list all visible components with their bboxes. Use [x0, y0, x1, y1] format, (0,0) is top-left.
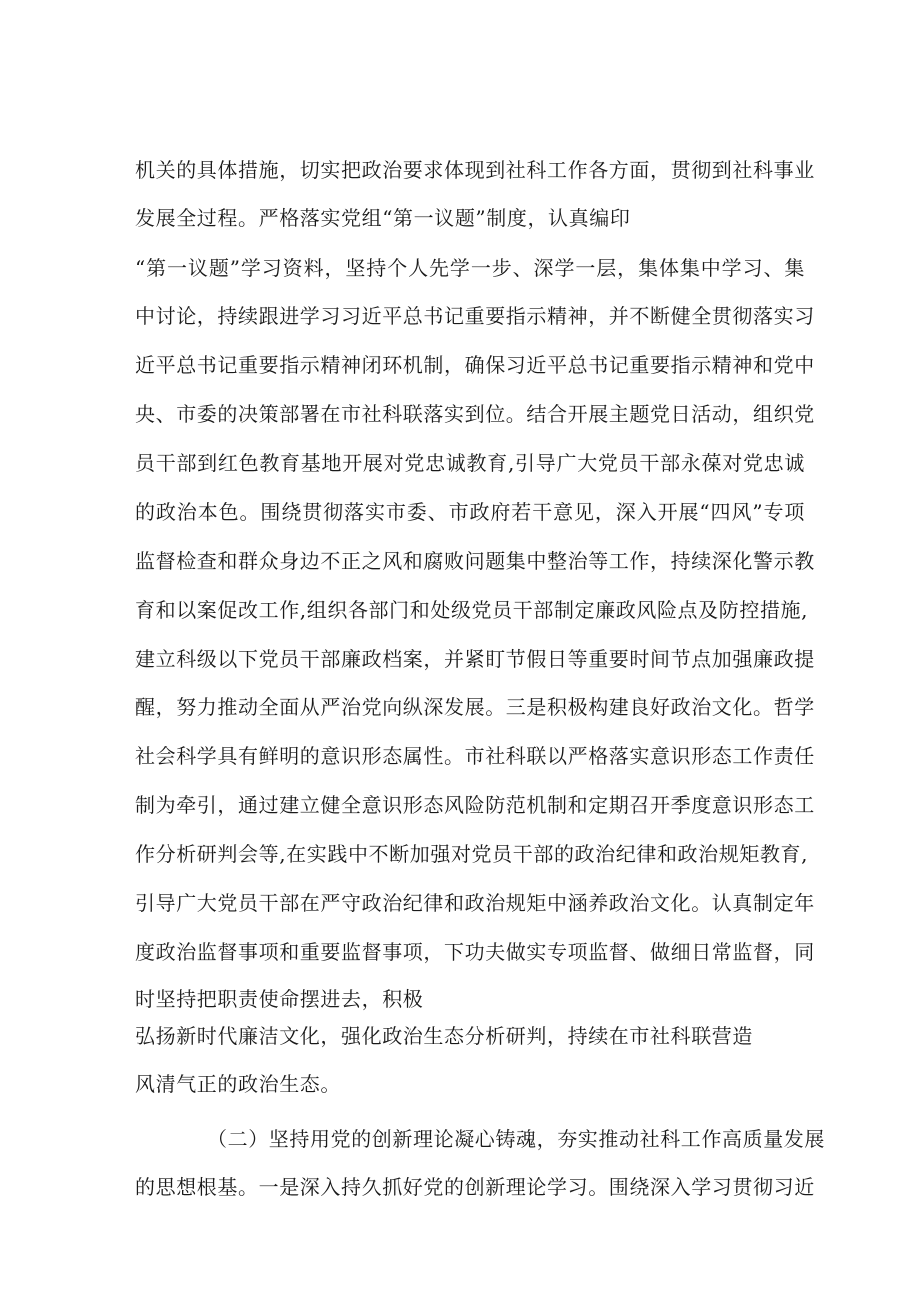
paragraph-line: 醒，努力推动全面从严治党向纵深发展。三是积极构建良好政治文化。哲学	[135, 695, 815, 719]
paragraph-line: 育和以案促改工作,组织各部门和处级党员干部制定廉政风险点及防控措施,	[135, 598, 809, 622]
paragraph-line: 引导广大党员干部在严守政治纪律和政治规矩中涵养政治文化。认真制定年	[135, 891, 815, 915]
paragraph-line: 社会科学具有鲜明的意识形态属性。市社科联以严格落实意识形态工作责任	[135, 744, 815, 768]
paragraph-line: 中讨论，持续跟进学习习近平总书记重要指示精神，并不断健全贯彻落实习	[135, 304, 815, 328]
paragraph-line: 制为牵引，通过建立健全意识形态风险防范机制和定期召开季度意识形态工	[135, 793, 815, 817]
paragraph-line: 员干部到红色教育基地开展对党忠诚教育,引导广大党员干部永葆对党忠诚	[135, 451, 805, 475]
section-heading-line: （二）坚持用党的创新理论凝心铸魂，夯实推动社科工作高质量发展	[207, 1127, 825, 1151]
paragraph-line: 监督检查和群众身边不正之风和腐败问题集中整治等工作，持续深化警示教	[135, 549, 815, 573]
paragraph-line: 弘扬新时代廉洁文化，强化政治生态分析研判，持续在市社科联营造	[135, 1024, 753, 1048]
paragraph-line: 机关的具体措施，切实把政治要求体现到社科工作各方面，贯彻到社科事业	[135, 158, 815, 182]
paragraph-line: 的政治本色。围绕贯彻落实市委、市政府若干意见，深入开展“四风”专项	[135, 500, 805, 524]
paragraph-line: 作分析研判会等,在实践中不断加强对党员干部的政治纪律和政治规矩教育,	[135, 842, 809, 866]
paragraph-line: 发展全过程。严格落实党组“第一议题”制度，认真编印	[135, 206, 631, 230]
paragraph-line: 度政治监督事项和重要监督事项，下功夫做实专项监督、做细日常监督，同	[135, 940, 815, 964]
paragraph-line: 时坚持把职责使命摆进去，积极	[135, 987, 424, 1011]
paragraph-line: 央、市委的决策部署在市社科联落实到位。结合开展主题党日活动，组织党	[135, 402, 815, 426]
paragraph-line: “第一议题”学习资料，坚持个人先学一步、深学一层，集体集中学习、集	[135, 256, 805, 280]
paragraph-line: 风清气正的政治生态。	[135, 1072, 341, 1096]
paragraph-line: 建立科级以下党员干部廉政档案，并紧盯节假日等重要时间节点加强廉政提	[135, 647, 815, 671]
paragraph-line: 的思想根基。一是深入持久抓好党的创新理论学习。围绕深入学习贯彻习近	[135, 1175, 815, 1199]
paragraph-line: 近平总书记重要指示精神闭环机制，确保习近平总书记重要指示精神和党中	[135, 353, 815, 377]
